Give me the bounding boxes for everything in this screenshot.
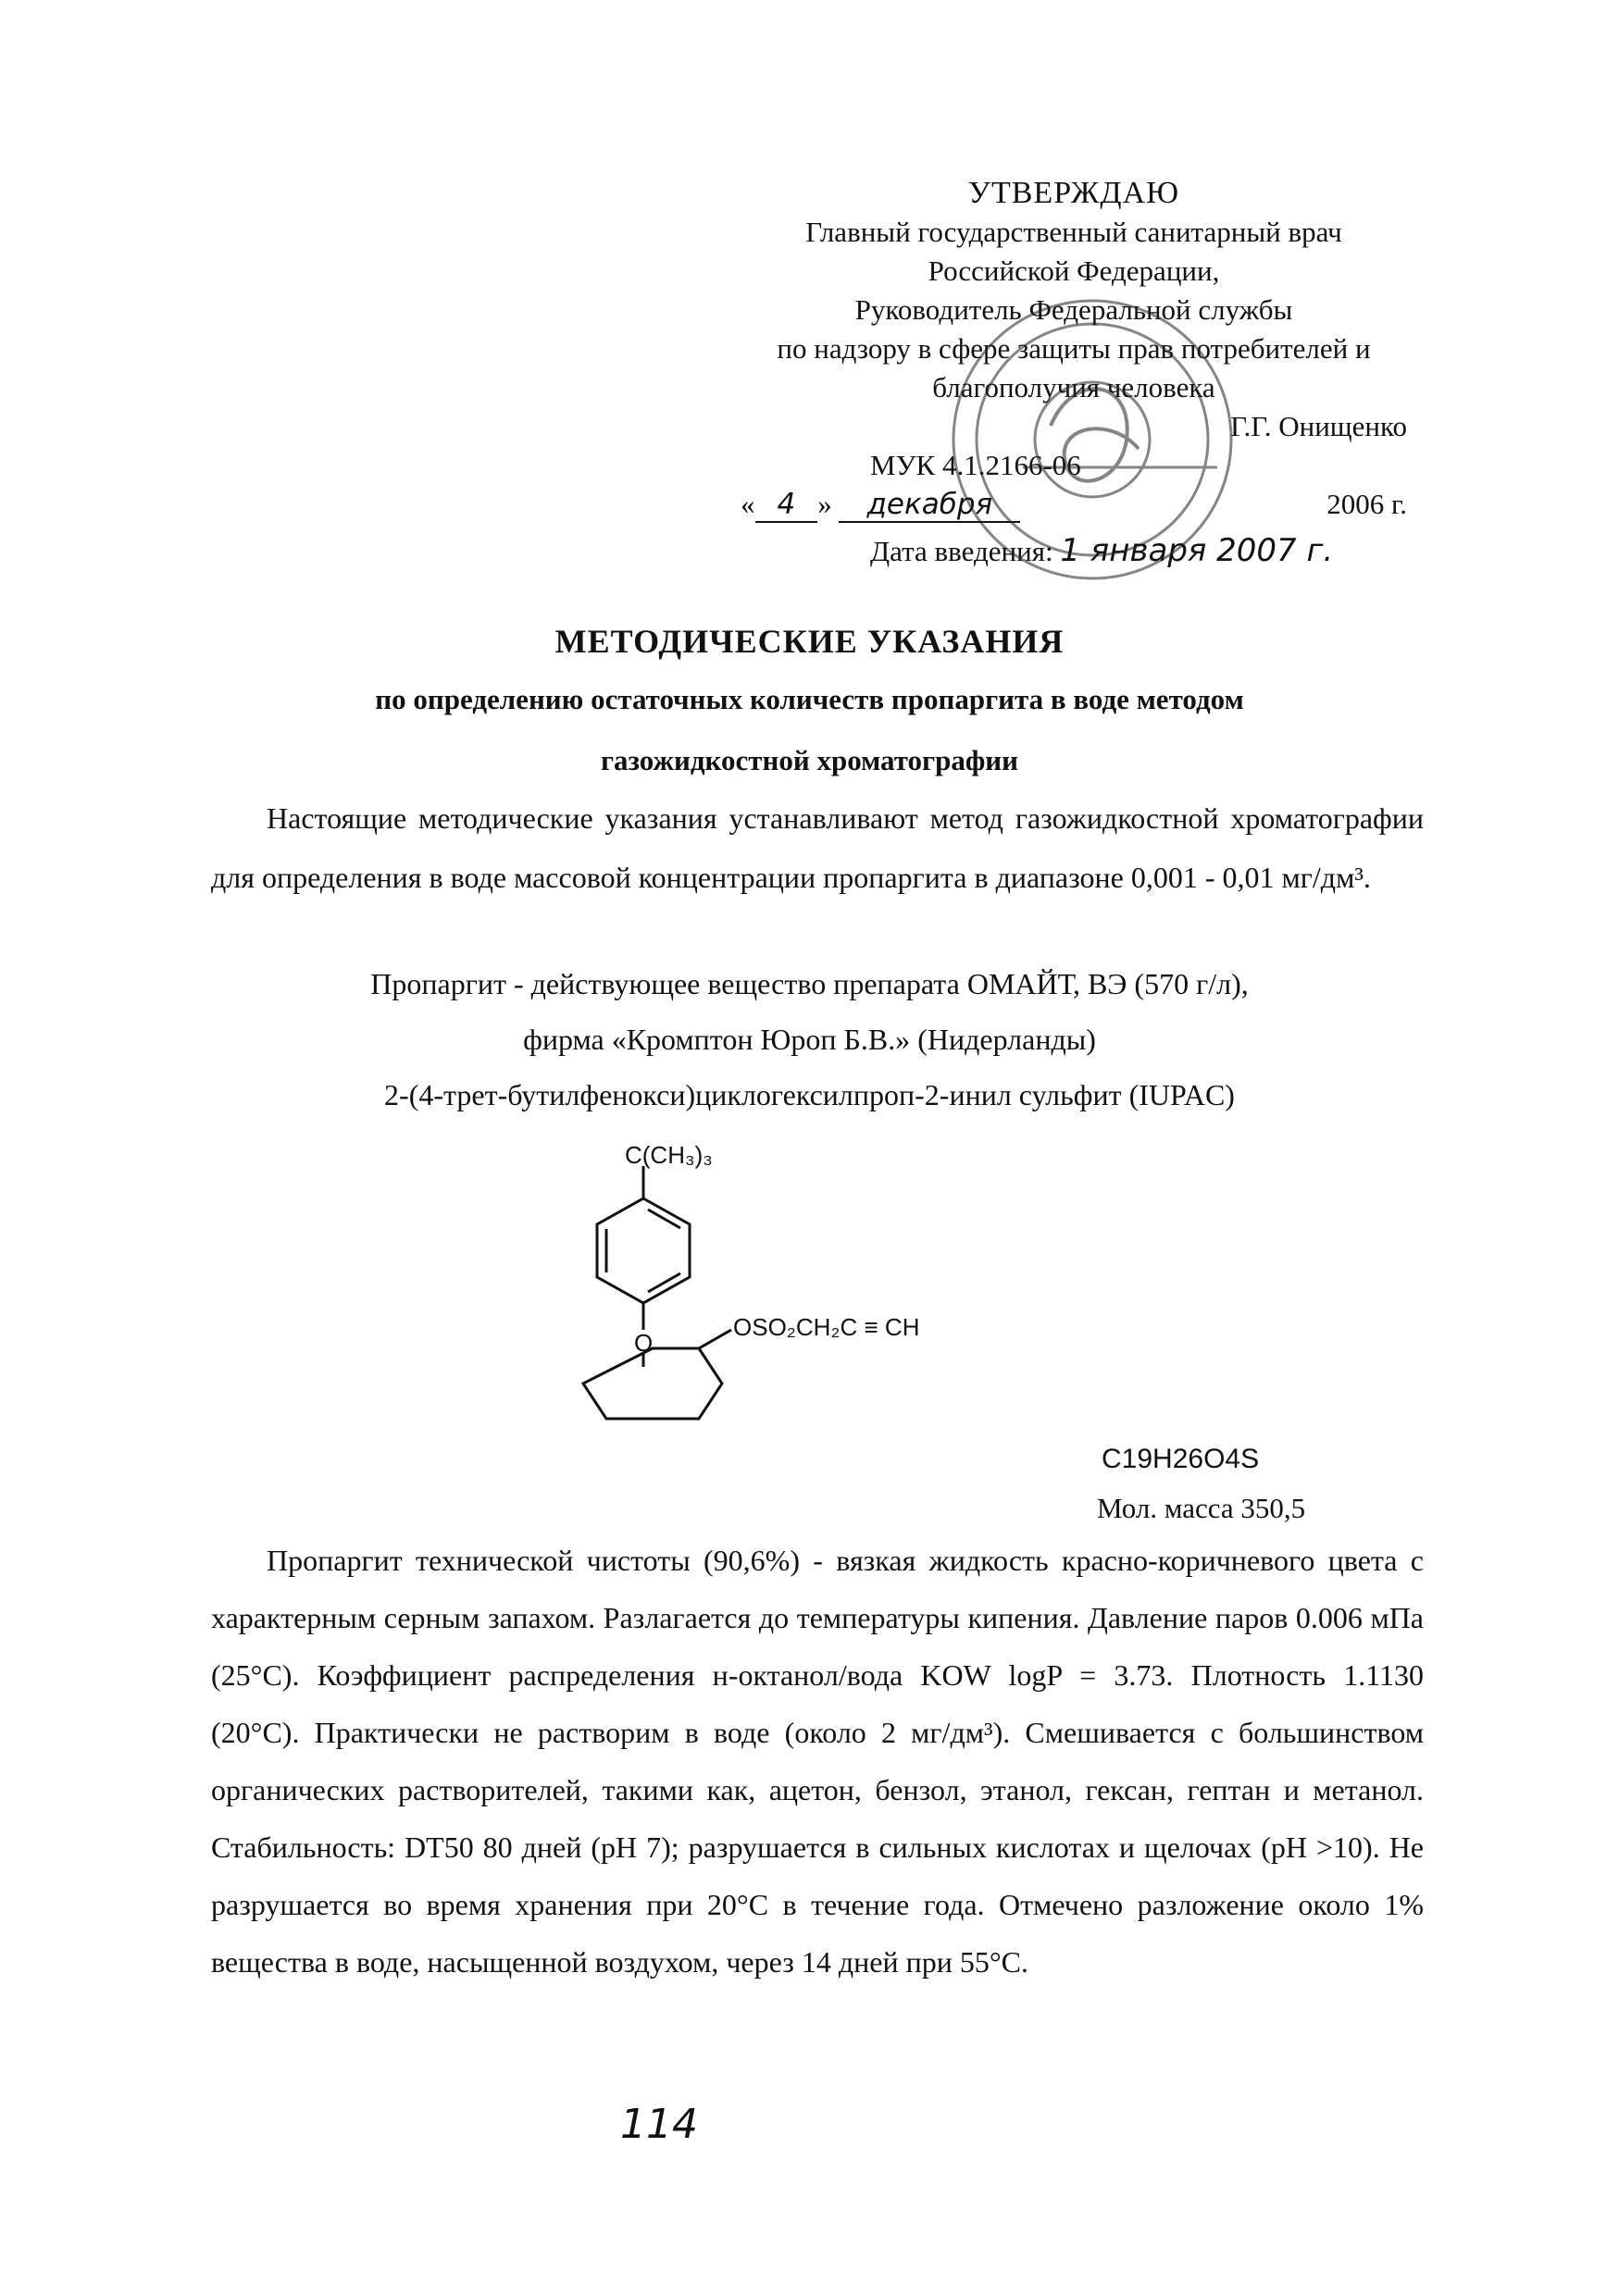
properties-text: Пропаргит технической чистоты (90,6%) - вязкая жидкость красно-коричневого цвета с характерным серным запахом. Разлагается до температуры кипения. Давление паров 0.006 мПа (25°С). Коэффициент распределения н-октанол/вода KOW logP = 3.73. Плотность 1.1130 (20°С). Практически не растворим в воде (около 2 мг/дм³). Смешивается с большинством органических растворителей, такими как, ацетон, бензол, этанол, гексан, гептан и метанол. Стабильность: DT50 80 дней (pH 7); разрушается в сильных кислотах и щелочах (pH >10). Не разрушается во время хранения при 20°С в течение года. Отмечено разложение около 1% вещества в воде, насыщенной воздухом, через 14 дней при 55°С.	[211, 1544, 1424, 1979]
document-subtitle-2: газожидкостной хроматографии	[600, 744, 1019, 776]
approval-heading: УТВЕРЖДАЮ	[967, 176, 1180, 210]
properties-paragraph	[211, 1532, 1424, 1991]
effective-date: 1 января 2007 г.	[1060, 532, 1334, 569]
date-day: 4	[755, 488, 818, 523]
approval-date: « 4 » декабря	[741, 485, 1020, 524]
iupac-line: 2-(4-трет-бутилфенокси)циклогексилпроп-2-инил сульфит (IUPAC)	[384, 1078, 1235, 1111]
structure-drawing	[574, 1124, 963, 1439]
page-number: 114	[620, 2101, 698, 2148]
molecular-mass: Мол. масса 350,5	[1097, 1492, 1306, 1524]
company-line: фирма «Кромптон Юроп Б.В.» (Нидерланды)	[523, 1023, 1096, 1056]
document-subtitle-1: по определению остаточных количеств пропаргита в воде методом	[375, 683, 1244, 715]
cyclohexane-ring	[583, 1348, 722, 1419]
tert-butyl-label: C(CH₃)₃	[625, 1141, 713, 1169]
mu-number: МУК 4.1.2166-06	[870, 449, 1081, 481]
structural-formula	[574, 1124, 963, 1439]
benzene-ring	[597, 1198, 690, 1303]
substance-line: Пропаргит - действующее вещество препарата ОМАЙТ, ВЭ (570 г/л),	[370, 967, 1249, 1000]
intro-paragraph	[211, 788, 1424, 907]
approval-line-3: Руководитель Федеральной службы	[854, 293, 1293, 326]
ether-oxygen-label: O	[634, 1329, 654, 1357]
approval-line-4: по надзору в сфере защиты прав потребителей и	[777, 332, 1371, 365]
approval-line-2: Российской Федерации,	[928, 254, 1220, 287]
effective-label: Дата введения:	[870, 535, 1053, 567]
molecular-formula: C19H26O4S	[1102, 1444, 1260, 1474]
signatory-name: Г.Г. Онищенко	[1230, 410, 1407, 442]
approval-line-1: Главный государственный санитарный врач	[805, 216, 1342, 248]
official-stamp	[912, 287, 1273, 592]
date-month: декабря	[839, 488, 1020, 523]
sulfite-chain-label: OSO₂CH₂C ≡ CH	[733, 1313, 920, 1341]
date-year: 2006 г.	[1326, 488, 1407, 520]
intro-text: Настоящие методические указания устанавливают метод газожидкостной хроматографии для определения в воде массовой концентрации пропаргита в диапазоне 0,001 - 0,01 мг/дм³.	[211, 801, 1424, 894]
approval-line-5: благополучия человека	[932, 371, 1215, 403]
document-title: МЕТОДИЧЕСКИЕ УКАЗАНИЯ	[554, 623, 1065, 660]
